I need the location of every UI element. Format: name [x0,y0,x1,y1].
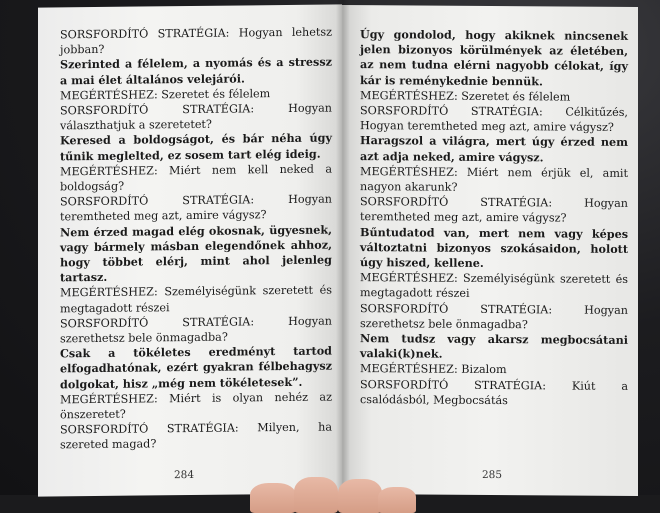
situation-text: Úgy gondolod, hogy akiknek nincsenek jelen bizonyos körülmények az életében, az nem tudna elérni nagyobb célokat, így kár is reménykednie bennük. [360,27,628,88]
situation-text: Bűntudatod van, mert nem vagy képes változtatni bizonyos szokásaidon, holott úgy hiszed, kellene. [360,224,628,271]
reference-text: MEGÉRTÉSHEZ: Szeretet és félelem [360,88,571,104]
reference-text: SORSFORDÍTÓ STRATÉGIA: Hogyan teremtheted meg azt, amire vágysz? [60,192,332,224]
reference-text: SORSFORDÍTÓ STRATÉGIA: Hogyan szerethetsz bele önmagadba? [360,301,628,332]
reference-text: SORSFORDÍTÓ STRATÉGIA: Célkitűzés, Hogyan teremtheted meg azt, amire vágysz? [360,104,628,135]
right-page [342,5,638,496]
reference-text: MEGÉRTÉSHEZ: Személyiségünk szeretett és megtagadott részei [360,271,628,301]
finger [378,487,416,513]
reference-text: SORSFORDÍTÓ STRATÉGIA: Hogyan teremtheted meg azt, amire vágysz? [360,195,628,225]
reference-text: SORSFORDÍTÓ STRATÉGIA: Hogyan lehetsz jobban? [60,25,332,57]
finger [338,479,382,513]
situation-text: Nem érzed magad elég okosnak, ügyesnek, vagy bármely másban elegendőnek ahhoz, hogy többet elérj, mint ahol jelenleg tartasz. [60,222,332,285]
right-page-number: 285 [482,468,503,482]
reference-text: MEGÉRTÉSHEZ: Szeretet és félelem [60,86,271,103]
reference-text: MEGÉRTÉSHEZ: Bizalom [360,362,507,377]
reference-text: SORSFORDÍTÓ STRATÉGIA: Kiút a csalódásból, Megbocsátás [360,377,628,407]
reference-text: SORSFORDÍTÓ STRATÉGIA: Hogyan választhatjuk a szeretetet? [60,101,332,133]
finger [294,477,338,513]
right-page-text [360,27,628,409]
reference-text: SORSFORDÍTÓ STRATÉGIA: Hogyan szerethetsz bele önmagadba? [60,314,332,346]
reference-text: SORSFORDÍTÓ STRATÉGIA: Milyen, ha szereted magad? [60,420,332,452]
situation-text: Szerinted a félelem, a nyomás és a stressz a mai élet általános velejárói. [60,54,332,87]
finger [250,483,296,513]
situation-text: Nem tudsz vagy akarsz megbocsátani valaki(k)nek. [360,331,628,361]
reference-text: MEGÉRTÉSHEZ: Miért nem érjük el, amit nagyon akarunk? [360,164,628,194]
situation-text: Haragszol a világra, mert úgy érzed nem azt adja neked, amire vágysz. [360,133,628,164]
reference-text: MEGÉRTÉSHEZ: Miért is olyan nehéz az önszeretet? [60,390,332,422]
left-page [38,4,342,496]
open-book [38,0,638,495]
left-page-number: 284 [174,468,195,482]
left-page-text [60,25,332,454]
situation-text: Csak a tökéletes eredményt tartod elfogadhatónak, ezért gyakran félbehagysz dolgokat, hisz „még nem tökéletesek”. [60,343,332,392]
hand-thumb [250,473,420,513]
situation-text: Keresed a boldogságot, és bár néha úgy tűnik meglelted, ez sosem tart elég ideig. [60,130,332,163]
reference-text: MEGÉRTÉSHEZ: Személyiségünk szeretett és megtagadott részei [60,283,332,316]
book-gutter [336,0,350,495]
reference-text: MEGÉRTÉSHEZ: Miért nem kell neked a boldogság? [60,162,332,194]
